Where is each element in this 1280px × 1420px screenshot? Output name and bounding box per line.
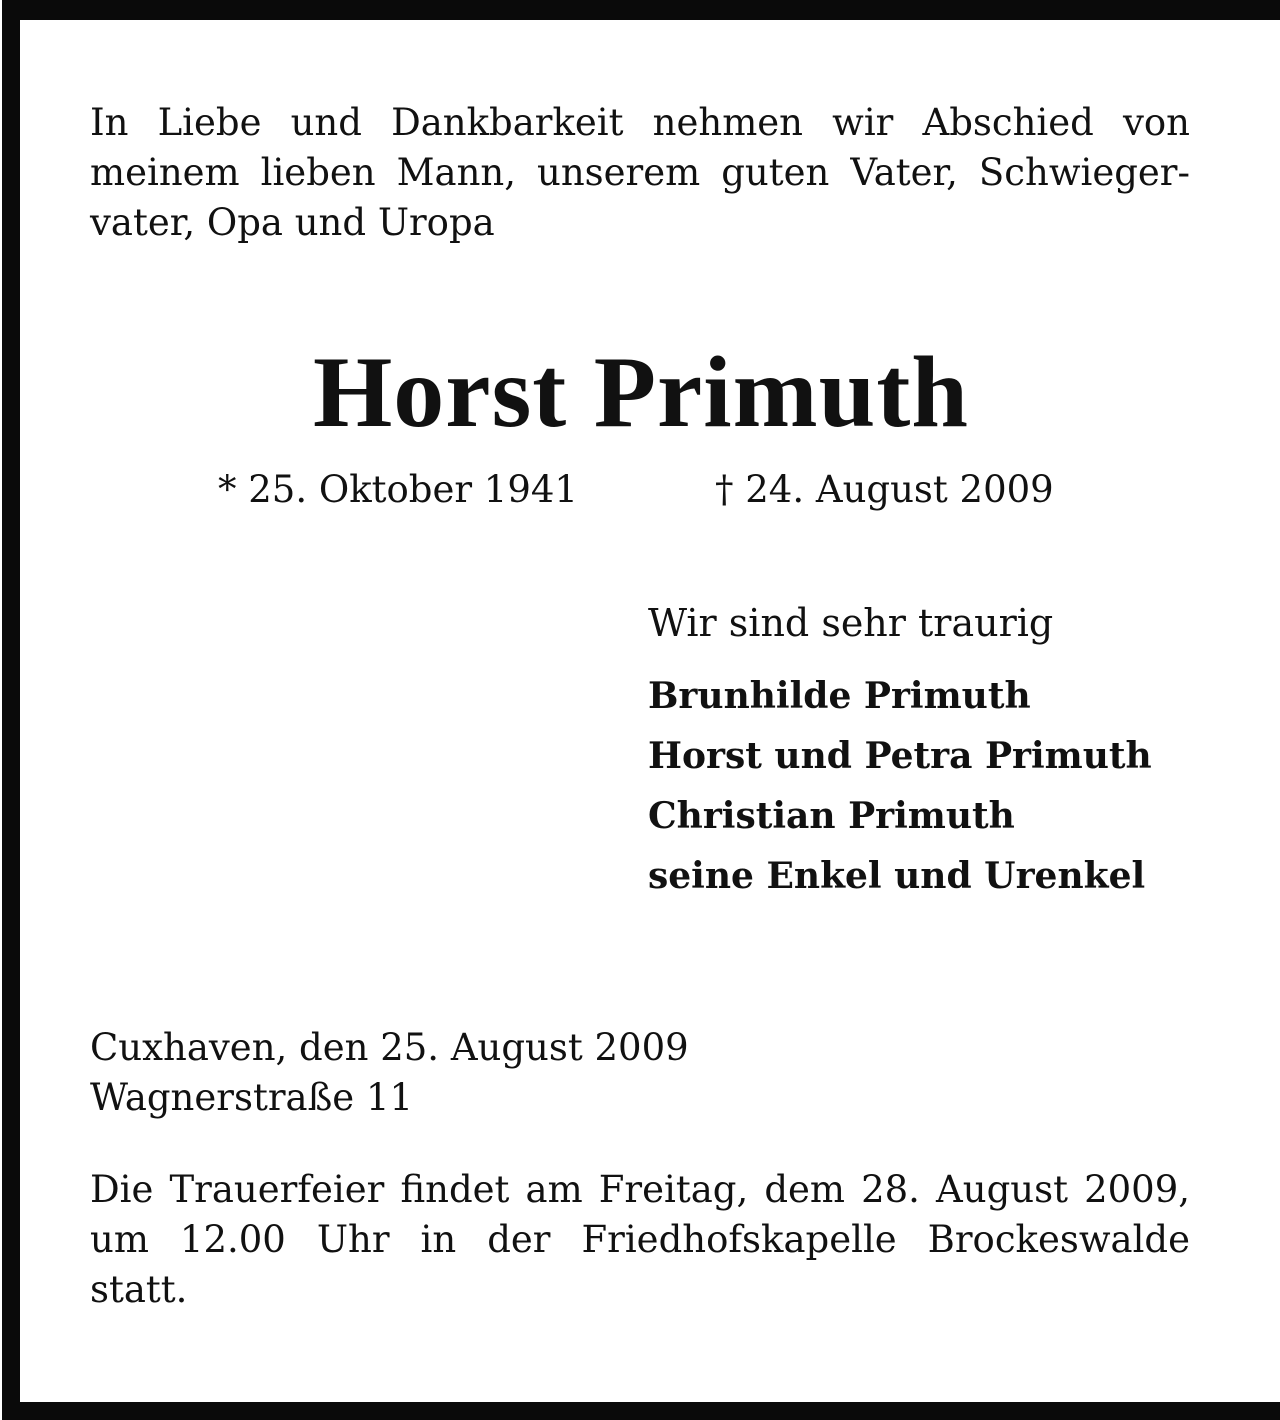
ceremony-line: statt. [90,1268,188,1311]
mourner-name: Brunhilde Primuth [648,675,1031,717]
obituary-frame [2,0,1280,1420]
birth-date: * 25. Oktober 1941 [218,468,578,511]
address: Wagnerstraße 11 [90,1076,414,1119]
city-date: Cuxhaven, den 25. August 2009 [90,1026,689,1069]
intro-line: In Liebe und Dankbarkeit nehmen wir Abschied von [90,101,1190,144]
mourner-name: Horst und Petra Primuth [648,735,1152,777]
death-date: † 24. August 2009 [715,468,1054,511]
intro-line: vater, Opa und Uropa [90,201,495,244]
mourners-caption: Wir sind sehr traurig [648,601,1054,645]
place-and-date [90,1023,689,1123]
deceased-name: Horst Primuth [312,336,970,449]
mourner-name: seine Enkel und Urenkel [648,855,1146,897]
mourner-name: Christian Primuth [648,795,1015,837]
ceremony-line: um 12.00 Uhr in der Friedhofskapelle Brockeswalde [90,1218,1190,1261]
intro-line: meinem lieben Mann, unserem guten Vater, Schwieger- [90,151,1190,194]
mourners-block [648,598,1208,906]
intro-text [90,98,1190,248]
ceremony-line: Die Trauerfeier findet am Freitag, dem 28. August 2009, [90,1168,1190,1211]
ceremony-notice [90,1165,1190,1315]
